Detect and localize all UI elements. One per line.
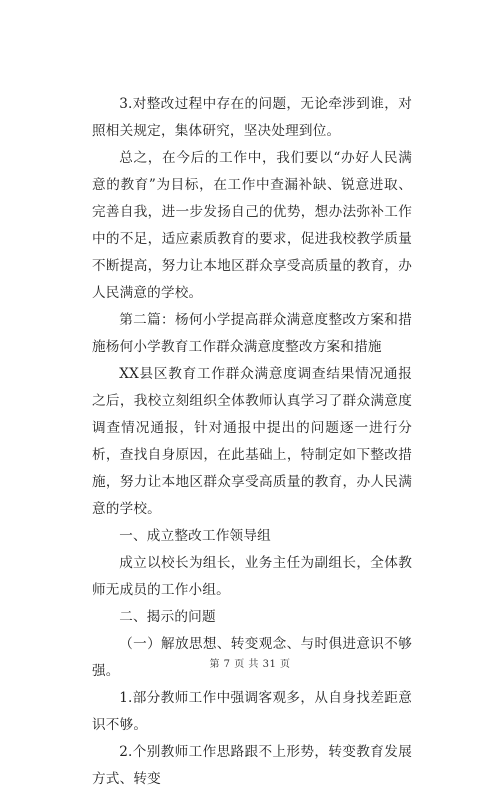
paragraph-group-members: 成立以校长为组长，业务主任为副组长，全体教师无成员的工作小组。 (92, 555, 412, 598)
subheading-problem-one: （一）解放思想、转变观念、与时俱进意识不够强。 (92, 636, 412, 679)
paragraph-conclusion: 总之，在今后的工作中，我们要以“办好人民满意的教育”为目标，在工作中查漏补缺、锐意进取、完善自我，进一步发扬自己的优势，想办法弥补工作中的不足，适应素质教育的要求，促进我校教学质量不断提高，努力让本地区群众享受高质量的教育，办人民满意的学校。 (92, 150, 412, 301)
document-body (92, 91, 412, 793)
page-number-footer: 第 7 页 共 31 页 (209, 659, 291, 670)
list-item-1: 1.部分教师工作中强调客观多，从自身找差距意识不够。 (92, 690, 412, 733)
paragraph-introduction: XX县区教育工作群众满意度调查结果情况通报之后，我校立刻组织全体教师认真学习了群众满意度调查情况通报，针对通报中提出的问题逐一进行分析，查找自身原因，在此基础上，特制定如下整改措施，努力让本地区群众享受高质量的教育，办人民满意的学校。 (92, 366, 412, 517)
list-item-2: 2.个别教师工作思路跟不上形势，转变教育发展方式、转变 (92, 744, 412, 787)
section-title-part-two: 第二篇：杨何小学提高群众满意度整改方案和措施杨何小学教育工作群众满意度整改方案和措施 (92, 312, 412, 355)
paragraph-item-3: 3.对整改过程中存在的问题，无论牵涉到谁，对照相关规定，集体研究，坚决处理到位。 (92, 96, 412, 139)
heading-revealed-problems: 二、揭示的问题 (119, 609, 216, 625)
heading-leadership-group: 一、成立整改工作领导组 (119, 528, 271, 544)
